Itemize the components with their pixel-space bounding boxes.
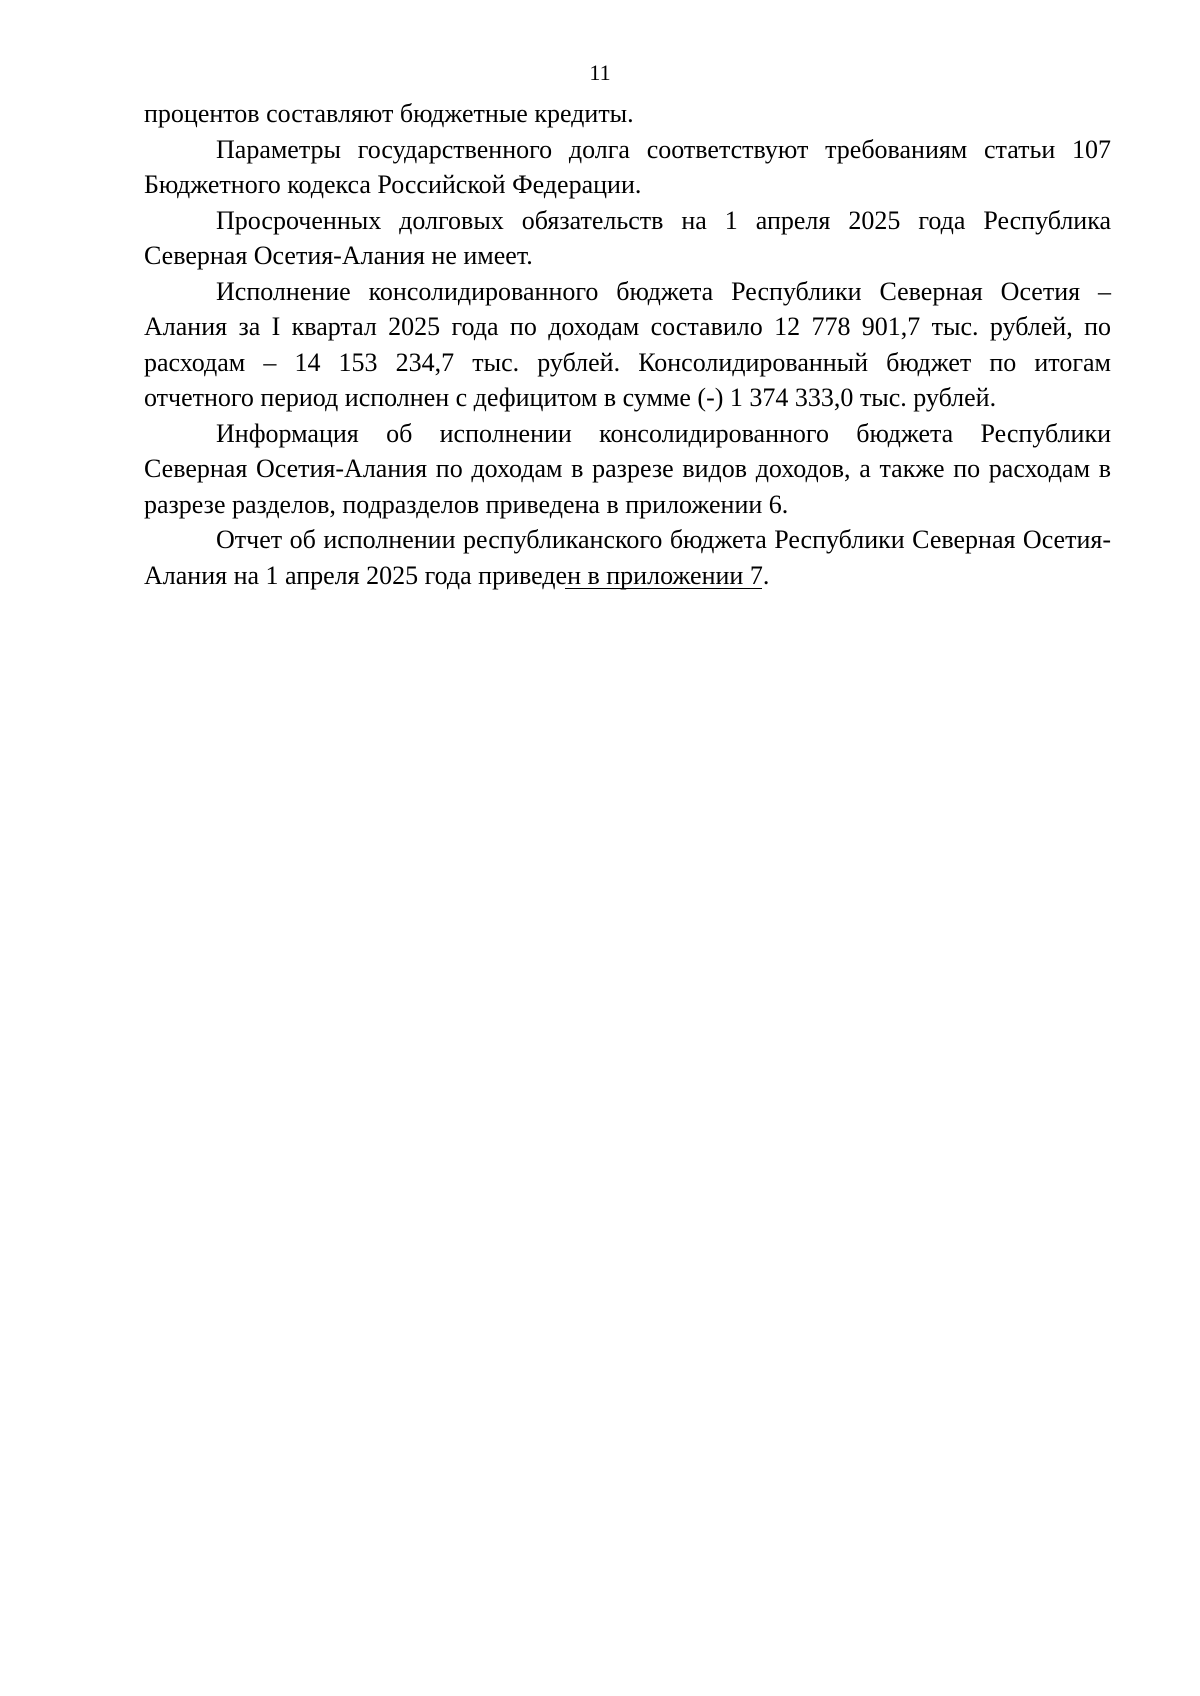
paragraph-appendix-6: Информация об исполнении консолидированного бюджета Республики Северная Осетия-Алания по доходам в разрезе видов доходов, а также по расходам в разрезе разделов, подразделов приведена в приложении 6.	[144, 418, 1111, 519]
paragraph-debt-parameters: Параметры государственного долга соответствуют требованиям статьи 107 Бюджетного кодекса Российской Федерации.	[144, 134, 1111, 199]
paragraph-overdue-obligations: Просроченных долговых обязательств на 1 апреля 2025 года Республика Северная Осетия-Алания не имеет.	[144, 205, 1111, 270]
paragraph-continuation: процентов составляют бюджетные кредиты.	[144, 99, 634, 128]
document-body	[144, 96, 1111, 593]
paragraph-budget-execution: Исполнение консолидированного бюджета Республики Северная Осетия – Алания за I квартал 2025 года по доходам составило 12 778 901,7 тыс. рублей, по расходам – 14 153 234,7 тыс. рублей. Консолидированный бюджет по итогам отчетного период исполнен с дефицитом в сумме (-) 1 374 333,0 тыс. рублей.	[144, 276, 1111, 412]
paragraph-appendix-7: Отчет об исполнении республиканского бюджета Республики Северная Осетия-Алания на 1 апреля 2025 года приведен в приложении 7.	[144, 525, 1111, 590]
page-number: 11	[589, 60, 611, 85]
end-of-text-rule	[565, 588, 762, 589]
